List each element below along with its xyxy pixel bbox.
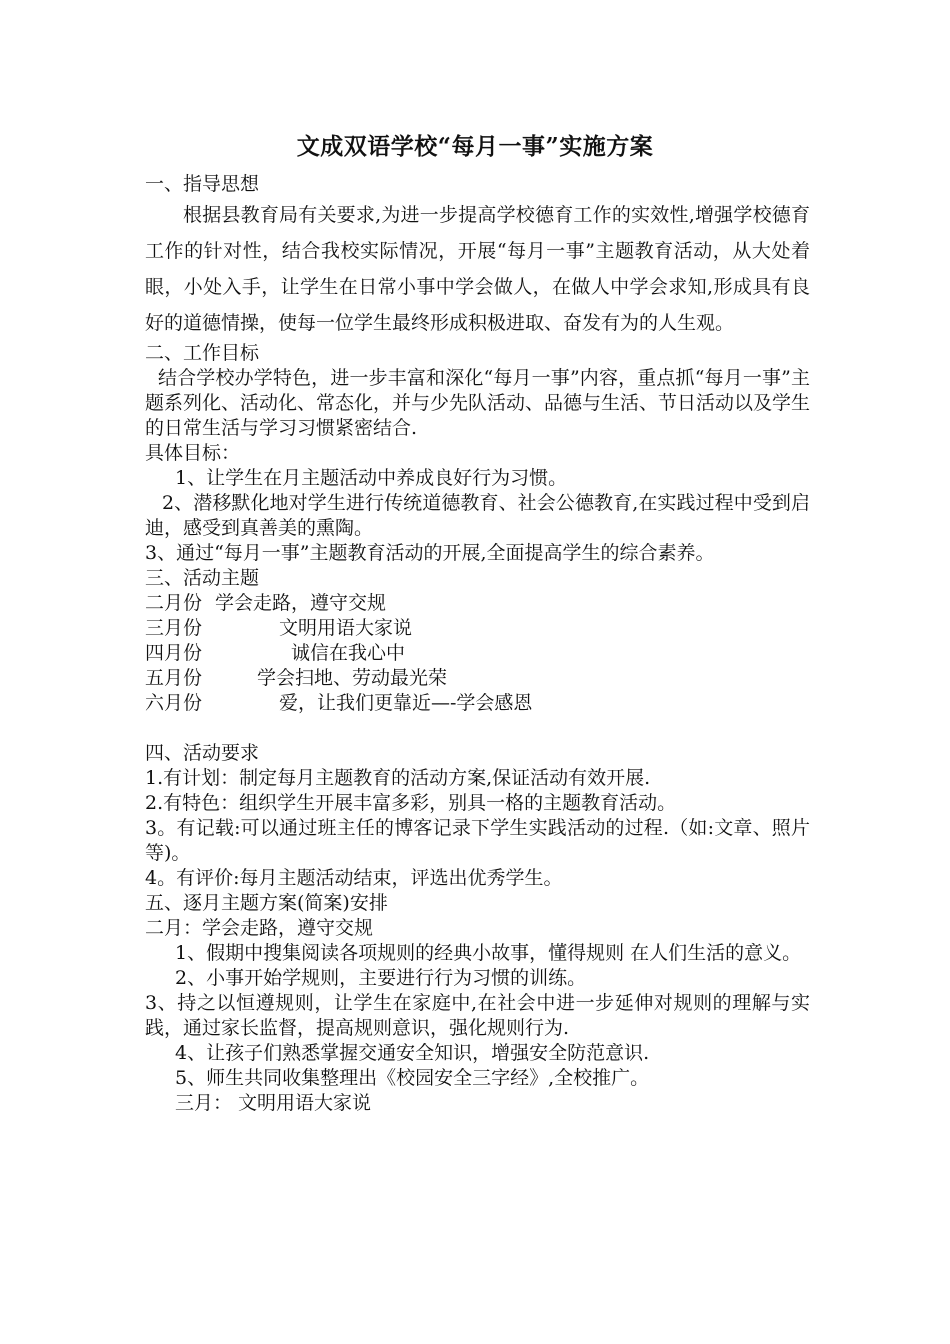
theme-text: 学会走路，遵守交规 bbox=[215, 592, 387, 614]
section-heading-requirements: 四、活动要求 bbox=[145, 742, 260, 764]
section-heading-guiding: 一、指导思想 bbox=[145, 173, 260, 195]
theme-text: 学会扫地、劳动最光荣 bbox=[257, 667, 448, 689]
theme-row bbox=[145, 691, 810, 716]
theme-month: 六月份 bbox=[145, 692, 203, 714]
requirement-item: 3。有记载:可以通过班主任的博客记录下学生实践活动的过程.（如:文章、照片等)。 bbox=[145, 817, 810, 864]
theme-text: 诚信在我心中 bbox=[291, 642, 406, 664]
theme-month: 四月份 bbox=[145, 642, 203, 664]
goal-item: 3、通过“每月一事”主题教育活动的开展,全面提高学生的综合素养。 bbox=[145, 542, 715, 564]
requirement-item: 4。有评价:每月主题活动结束，评选出优秀学生。 bbox=[145, 867, 563, 889]
theme-row bbox=[145, 641, 810, 666]
document-body bbox=[145, 172, 810, 1116]
feb-item: 3、持之以恒遵规则，让学生在家庭中,在社会中进一步延伸对规则的理解与实践，通过家长监督，提高规则意识，强化规则行为. bbox=[145, 992, 810, 1039]
section-heading-monthly: 五、逐月主题方案(简案)安排 bbox=[145, 892, 388, 914]
section-heading-themes: 三、活动主题 bbox=[145, 567, 260, 589]
theme-text: 文明用语大家说 bbox=[279, 617, 413, 639]
goal-item: 2、潜移默化地对学生进行传统道德教育、社会公德教育,在实践过程中受到启迪，感受到真善美的熏陶。 bbox=[145, 492, 810, 539]
feb-item: 4、让孩子们熟悉掌握交通安全知识，增强安全防范意识. bbox=[175, 1042, 650, 1064]
guiding-paragraph: 根据县教育局有关要求,为进一步提高学校德育工作的实效性,增强学校德育工作的针对性，结合我校实际情况，开展“每月一事”主题教育活动，从大处着眼，小处入手，让学生在日常小事中学会做人，在做人中学会求知,形成具有良好的道德情操，使每一位学生最终形成积极进取、奋发有为的人生观。 bbox=[145, 204, 810, 334]
theme-text: 爱，让我们更靠近—-学会感恩 bbox=[279, 692, 533, 714]
section-heading-goals: 二、工作目标 bbox=[145, 342, 260, 364]
theme-month: 三月份 bbox=[145, 617, 203, 639]
feb-item: 1、假期中搜集阅读各项规则的经典小故事，懂得规则 在人们生活的意义。 bbox=[175, 942, 802, 964]
theme-row bbox=[145, 666, 810, 691]
theme-month: 五月份 bbox=[145, 667, 203, 689]
goal-item: 1、让学生在月主题活动中养成良好行为习惯。 bbox=[175, 467, 568, 489]
theme-row bbox=[145, 591, 810, 616]
requirement-item: 1.有计划：制定每月主题教育的活动方案,保证活动有效开展. bbox=[145, 767, 651, 789]
mar-title: 三月： 文明用语大家说 bbox=[175, 1092, 372, 1114]
theme-row bbox=[145, 616, 810, 641]
document-title: 文成双语学校“每月一事”实施方案 bbox=[296, 133, 654, 160]
specific-goals-label: 具体目标： bbox=[145, 442, 241, 464]
spacer bbox=[145, 716, 810, 741]
goals-paragraph: 结合学校办学特色，进一步丰富和深化“每月一事”内容，重点抓“每月一事”主题系列化、活动化、常态化，并与少先队活动、品德与生活、节日活动以及学生的日常生活与学习习惯紧密结合. bbox=[145, 367, 811, 439]
feb-title: 二月：学会走路，遵守交规 bbox=[145, 917, 374, 939]
feb-item: 2、小事开始学规则，主要进行行为习惯的训练。 bbox=[175, 967, 587, 989]
theme-month: 二月份 bbox=[145, 592, 203, 614]
requirement-item: 2.有特色：组织学生开展丰富多彩，别具一格的主题教育活动。 bbox=[145, 792, 677, 814]
feb-item: 5、师生共同收集整理出《校园安全三字经》,全校推广。 bbox=[175, 1067, 650, 1089]
